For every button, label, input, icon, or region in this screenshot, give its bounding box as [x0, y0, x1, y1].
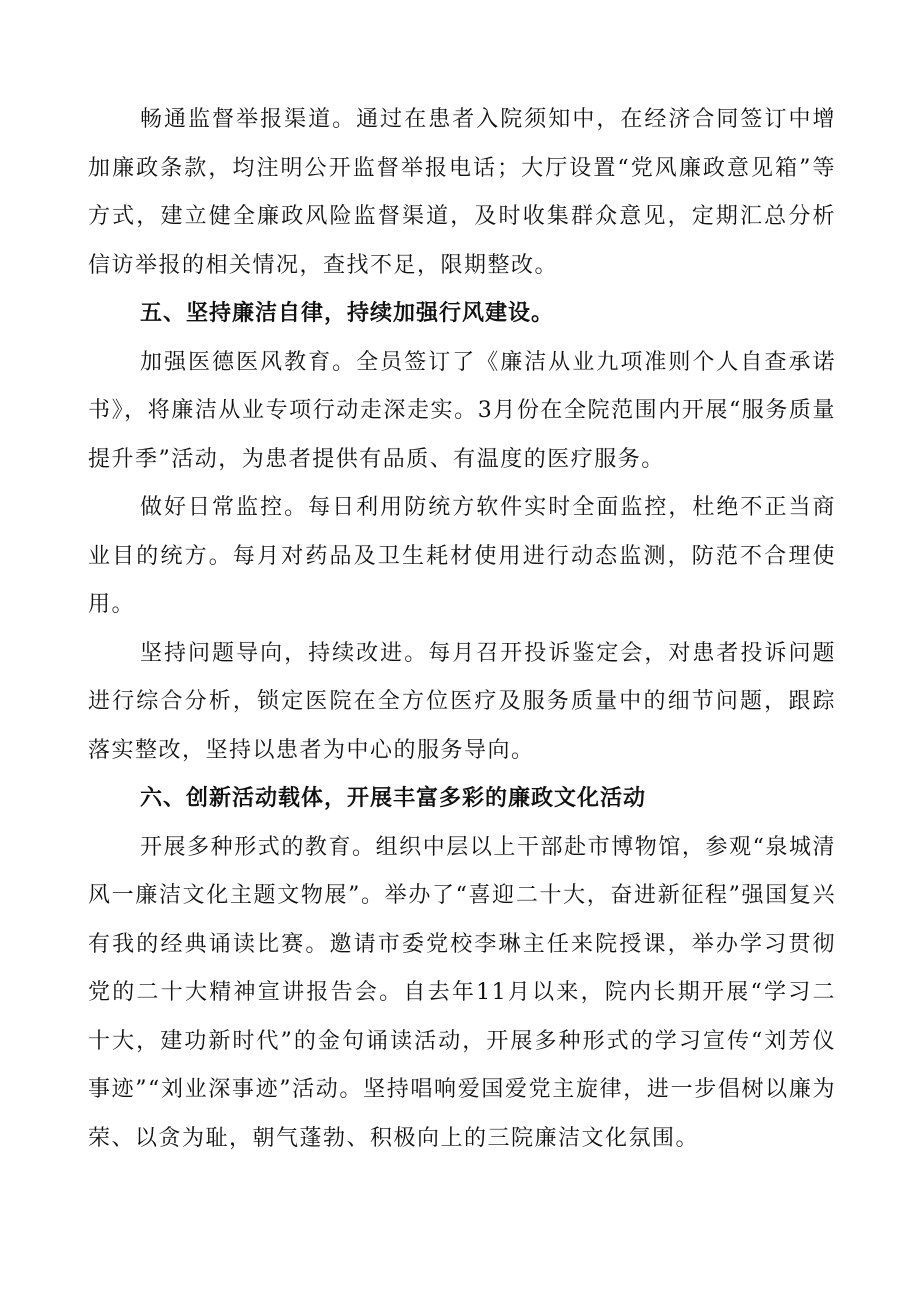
section-heading-five: 五、坚持廉洁自律，持续加强行风建设。 — [140, 301, 555, 326]
paragraph-problem-oriented: 坚持问题导向，持续改进。每月召开投诉鉴定会，对患者投诉问题进行综合分析，锁定医院在全方位医疗及服务质量中的细节问题，跟踪落实整改，坚持以患者为中心的服务导向。 — [88, 640, 836, 763]
paragraph-report-channels: 畅通监督举报渠道。通过在患者入院须知中，在经济合同签订中增加廉政条款，均注明公开监督举报电话；大厅设置“党风廉政意见箱”等方式，建立健全廉政风险监督渠道，及时收集群众意见，定期汇总分析信访举报的相关情况，查找不足，限期整改。 — [88, 107, 836, 278]
document-body — [88, 96, 836, 1163]
paragraph-daily-monitoring: 做好日常监控。每日利用防统方软件实时全面监控，杜绝不正当商业目的统方。每月对药品及卫生耗材使用进行动态监测，防范不合理使用。 — [88, 495, 836, 617]
section-heading-six: 六、创新活动载体，开展丰富多彩的廉政文化活动 — [140, 786, 647, 811]
paragraph-medical-ethics: 加强医德医风教育。全员签订了《廉洁从业九项准则个人自查承诺书》，将廉洁从业专项行动走深走实。3月份在全院范围内开展“服务质量提升季”活动，为患者提供有品质、有温度的医疗服务。 — [88, 349, 836, 472]
paragraph-education-activities: 开展多种形式的教育。组织中层以上干部赴市博物馆，参观“泉城清风一廉洁文化主题文物展”。举办了“喜迎二十大，奋进新征程”强国复兴有我的经典诵读比赛。邀请市委党校李琳主任来院授课，举办学习贯彻党的二十大精神宣讲报告会。自去年11月以来，院内长期开展“学习二十大，建功新时代”的金句诵读活动，开展多种形式的学习宣传“刘芳仪事迹”“刘业深事迹”活动。坚持唱响爱国爱党主旋律，进一步倡树以廉为荣、以贪为耻，朝气蓬勃、积极向上的三院廉洁文化氛围。 — [88, 834, 836, 1151]
